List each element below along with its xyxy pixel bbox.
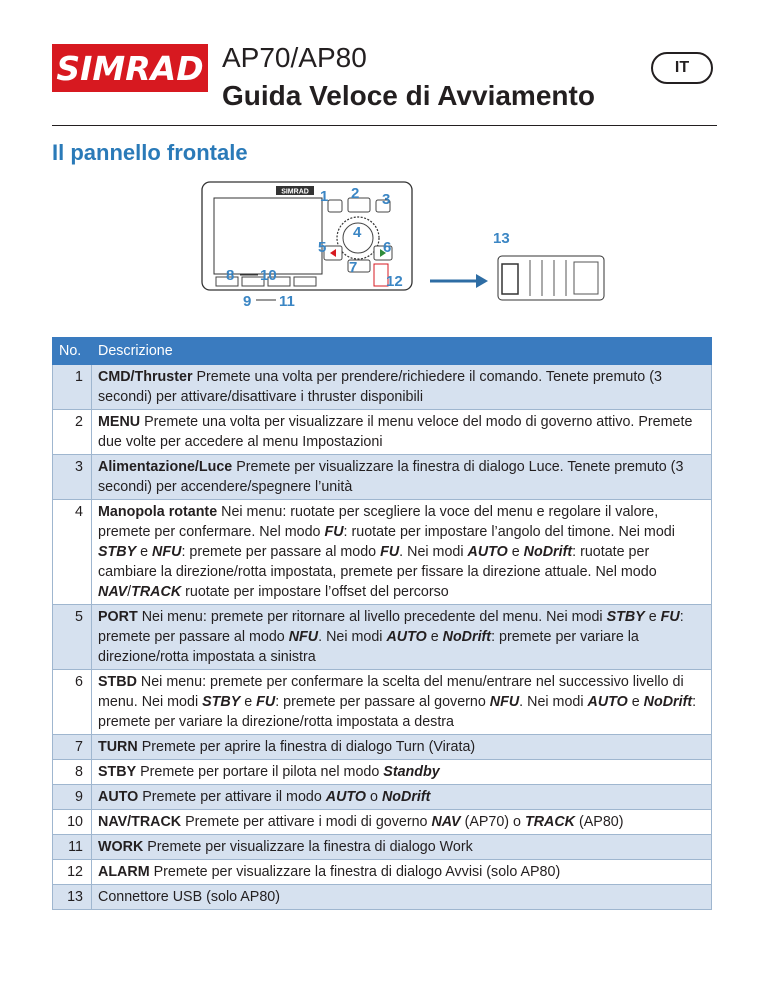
language-badge: IT — [651, 52, 713, 84]
callout-6: 6 — [383, 239, 392, 256]
row-number: 2 — [53, 410, 92, 455]
description-text: : ruotate per impostare l’angolo del timone. Nei modi — [343, 524, 675, 540]
table-row — [53, 810, 712, 835]
key-name: CMD/Thruster — [98, 369, 193, 385]
callout-2: 2 — [351, 185, 360, 202]
key-name: MENU — [98, 414, 141, 430]
usb-arrow-head-icon — [476, 274, 488, 288]
row-number: 1 — [53, 365, 92, 410]
device-brand-label: SIMRAD — [281, 188, 309, 196]
description-text: : ruotate per cambiare la direzione/rotta impostata, premete per fissare la direzione attuale. Nel modo — [98, 544, 657, 580]
description-text: Premete una volta per prendere/richiedere il comando. Tenete premuto (3 secondi) per attivare/disattivare i thruster disponibili — [98, 369, 662, 405]
mode-name: AUTO — [325, 789, 367, 805]
mode-name: STBY — [98, 544, 137, 560]
mode-name: STBY — [202, 694, 241, 710]
mode-name: FU — [380, 544, 400, 560]
mode-name: FU — [324, 524, 344, 540]
header-divider — [52, 125, 717, 126]
key-name: WORK — [98, 839, 144, 855]
row-description — [92, 810, 712, 835]
callout-12: 12 — [386, 273, 403, 290]
row-number: 4 — [53, 500, 92, 605]
description-text: Nei menu: premete per confermare la scelta del menu/entrare nel successivo livello di menu. Nei modi — [98, 674, 684, 710]
callout-8: 8 — [226, 267, 235, 284]
description-text: : premete per variare la direzione/rotta impostata a sinistra — [98, 629, 639, 665]
mode-name: Standby — [383, 764, 440, 780]
simrad-logo: SIMRAD — [52, 44, 208, 92]
description-text: Premete per portare il pilota nel modo — [136, 764, 384, 780]
header-no: No. — [53, 338, 92, 365]
row-description — [92, 735, 712, 760]
key-name: STBY — [98, 764, 137, 780]
row-number: 5 — [53, 605, 92, 670]
description-text: : premete per variare la direzione/rotta impostata a destra — [98, 694, 697, 730]
mode-name: NoDrift — [381, 789, 431, 805]
row-number: 3 — [53, 455, 92, 500]
row-description — [92, 670, 712, 735]
key-name: TURN — [98, 739, 138, 755]
row-number: 6 — [53, 670, 92, 735]
row-description — [92, 785, 712, 810]
row-number: 7 — [53, 735, 92, 760]
product-title: AP70/AP80 — [222, 42, 367, 73]
usb-connector — [502, 264, 518, 294]
mode-name: NAV — [98, 584, 128, 600]
description-text: ruotate per impostare l’offset del percorso — [181, 584, 449, 600]
key-name: Alimentazione/Luce — [98, 459, 233, 475]
row-number: 12 — [53, 860, 92, 885]
row-description — [92, 835, 712, 860]
table-row — [53, 760, 712, 785]
row-description — [92, 885, 712, 910]
callout-3: 3 — [382, 191, 391, 208]
mode-name: NoDrift — [442, 629, 492, 645]
row-number: 9 — [53, 785, 92, 810]
description-text: e — [426, 629, 443, 645]
description-text: (AP70) o — [460, 814, 525, 830]
side-panel — [574, 262, 598, 294]
table-row — [53, 885, 712, 910]
mode-name: AUTO — [467, 544, 508, 560]
row-description — [92, 500, 712, 605]
table-row — [53, 500, 712, 605]
key-name: NAV/TRACK — [98, 814, 182, 830]
row-description — [92, 760, 712, 785]
description-text: Premete per aprire la finestra di dialogo Turn (Virata) — [137, 739, 476, 755]
row-description — [92, 410, 712, 455]
section-title: Il pannello frontale — [52, 140, 248, 165]
table-row — [53, 735, 712, 760]
callout-11: 11 — [279, 293, 295, 310]
mode-name: NFU — [489, 694, 520, 710]
description-text: Premete per visualizzare la finestra di dialogo Work — [143, 839, 473, 855]
description-text: e — [627, 694, 644, 710]
description-text: Premete per visualizzare la finestra di dialogo Luce. Tenete premuto (3 secondi) per accendere/spegnere l’unità — [98, 459, 684, 495]
description-text: : premete per passare al governo — [275, 694, 490, 710]
description-text: e — [240, 694, 257, 710]
callout-5: 5 — [318, 239, 327, 256]
mode-name: TRACK — [524, 814, 576, 830]
row-description — [92, 860, 712, 885]
cmd-button — [328, 200, 342, 212]
callout-13: 13 — [493, 230, 510, 247]
callout-1: 1 — [320, 188, 329, 205]
table-row — [53, 785, 712, 810]
description-text: Nei menu: ruotate per scegliere la voce del menu e regolare il valore, premete per confermare. Nel modo — [98, 504, 659, 540]
key-name: ALARM — [98, 864, 150, 880]
description-text: . Nei modi — [519, 694, 588, 710]
description-text: . Nei modi — [318, 629, 387, 645]
row-description — [92, 365, 712, 410]
description-text: Premete per attivare i modi di governo — [181, 814, 432, 830]
table-row — [53, 860, 712, 885]
front-panel-figure — [180, 180, 620, 315]
table-row — [53, 455, 712, 500]
table-row — [53, 605, 712, 670]
row-number: 10 — [53, 810, 92, 835]
mode-name: NFU — [152, 544, 182, 560]
row-number: 8 — [53, 760, 92, 785]
description-text: e — [136, 544, 153, 560]
description-text: e — [507, 544, 524, 560]
key-name: Manopola rotante — [98, 504, 218, 520]
mode-name: NoDrift — [643, 694, 693, 710]
description-text: Premete una volta per visualizzare il menu veloce del modo di governo attivo. Premete due volte per accedere al menu Impostazioni — [98, 414, 693, 450]
mode-name: AUTO — [587, 694, 628, 710]
work-button — [294, 277, 316, 286]
callout-4: 4 — [353, 224, 362, 241]
row-number: 13 — [53, 885, 92, 910]
key-name: AUTO — [98, 789, 139, 805]
key-name: PORT — [98, 609, 138, 625]
mode-name: NoDrift — [523, 544, 573, 560]
key-name: STBD — [98, 674, 137, 690]
callout-7: 7 — [349, 259, 358, 276]
row-description — [92, 455, 712, 500]
mode-name: FU — [256, 694, 276, 710]
mode-name: FU — [660, 609, 680, 625]
display-screen — [214, 198, 322, 274]
mode-name: TRACK — [131, 584, 182, 600]
header-description: Descrizione — [92, 338, 712, 365]
table-header-row — [53, 338, 712, 365]
description-text: : premete per passare al modo — [181, 544, 381, 560]
description-text: / — [127, 584, 132, 600]
mode-name: NFU — [288, 629, 319, 645]
row-number: 11 — [53, 835, 92, 860]
callout-9: 9 — [243, 293, 252, 310]
description-text: Connettore USB (solo AP80) — [98, 889, 280, 905]
table-row — [53, 365, 712, 410]
description-text: e — [644, 609, 661, 625]
guide-title: Guida Veloce di Avviamento — [222, 80, 595, 111]
row-description — [92, 605, 712, 670]
description-table — [52, 337, 712, 910]
table-row — [53, 835, 712, 860]
description-text: : premete per passare al modo — [98, 609, 684, 645]
description-text: . Nei modi — [399, 544, 468, 560]
mode-name: AUTO — [386, 629, 427, 645]
description-text: Premete per visualizzare la finestra di dialogo Avvisi (solo AP80) — [149, 864, 561, 880]
mode-name: NAV — [431, 814, 461, 830]
table-row — [53, 410, 712, 455]
description-text: (AP80) — [575, 814, 624, 830]
table-row — [53, 670, 712, 735]
description-text: o — [366, 789, 382, 805]
callout-10: 10 — [260, 267, 277, 284]
description-text: Nei menu: premete per ritornare al livello precedente del menu. Nei modi — [137, 609, 607, 625]
mode-name: STBY — [606, 609, 645, 625]
description-text: Premete per attivare il modo — [138, 789, 326, 805]
